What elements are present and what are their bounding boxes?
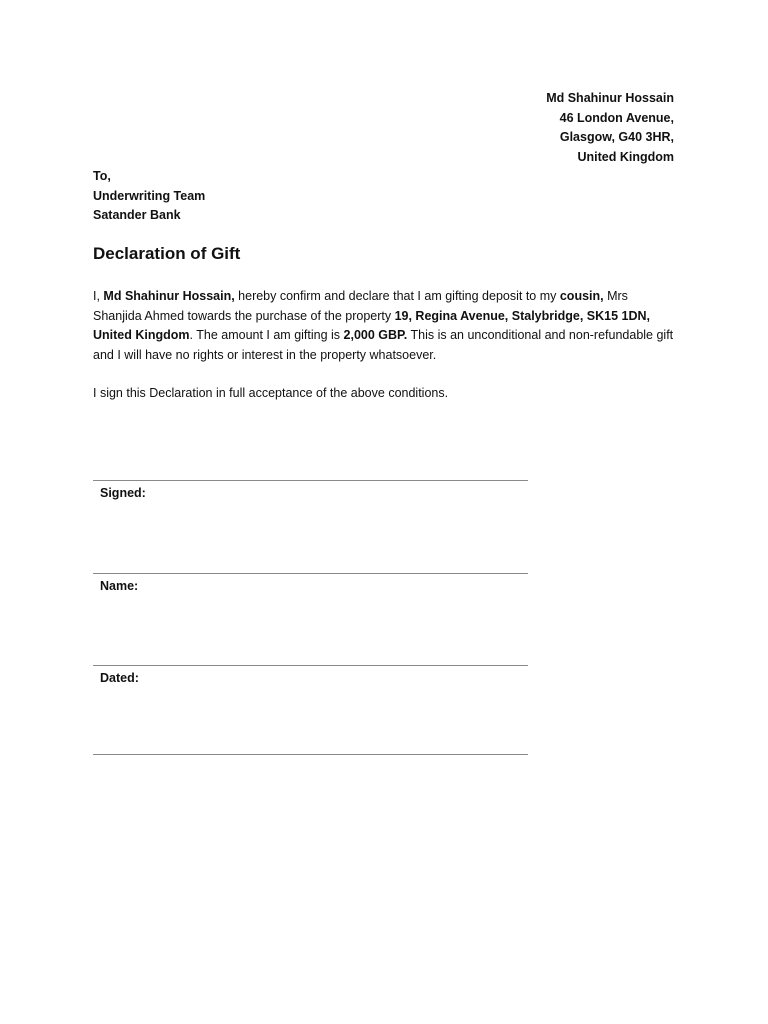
recipient-salutation: To, (93, 169, 111, 183)
signed-label: Signed: (100, 486, 146, 500)
declarant-name: Md Shahinur Hossain, (103, 289, 235, 303)
dated-label: Dated: (100, 671, 139, 685)
declaration-text-2: hereby confirm and declare that I am gifting deposit to my (234, 289, 560, 303)
declaration-text-1: I, (93, 289, 104, 303)
sender-address-block (546, 89, 674, 167)
gift-amount: 2,000 GBP. (343, 328, 408, 342)
dated-row (93, 665, 528, 755)
recipient-team: Underwriting Team (93, 188, 206, 203)
declaration-text-5: This is an unconditional and non-refundable gift and I will have no rights or interest in the property whatsoever. (93, 328, 674, 362)
signature-table (93, 480, 528, 755)
declaration-paragraph (93, 287, 677, 365)
signed-row (93, 480, 528, 573)
sender-name: Md Shahinur Hossain (546, 91, 674, 105)
sender-address-line1: 46 London Avenue, (559, 110, 674, 125)
declaration-text-4: . The amount I am gifting is (189, 328, 344, 342)
recipient-bank: Satander Bank (93, 208, 181, 222)
sender-address-line2: Glasgow, G40 3HR, (559, 130, 674, 144)
property-address: 19, Regina Avenue, Stalybridge, SK15 1DN, United Kingdom (93, 308, 650, 342)
document-title: Declaration of Gift (93, 244, 241, 263)
recipient-block (93, 167, 205, 226)
name-label: Name: (100, 579, 139, 593)
relationship: cousin, (559, 289, 604, 303)
name-row (93, 573, 528, 665)
declaration-text-3: Mrs Shanjida Ahmed towards the purchase of the property (93, 289, 628, 323)
acceptance-statement: I sign this Declaration in full acceptance of the above conditions. (93, 386, 449, 400)
sender-country: United Kingdom (577, 149, 674, 164)
